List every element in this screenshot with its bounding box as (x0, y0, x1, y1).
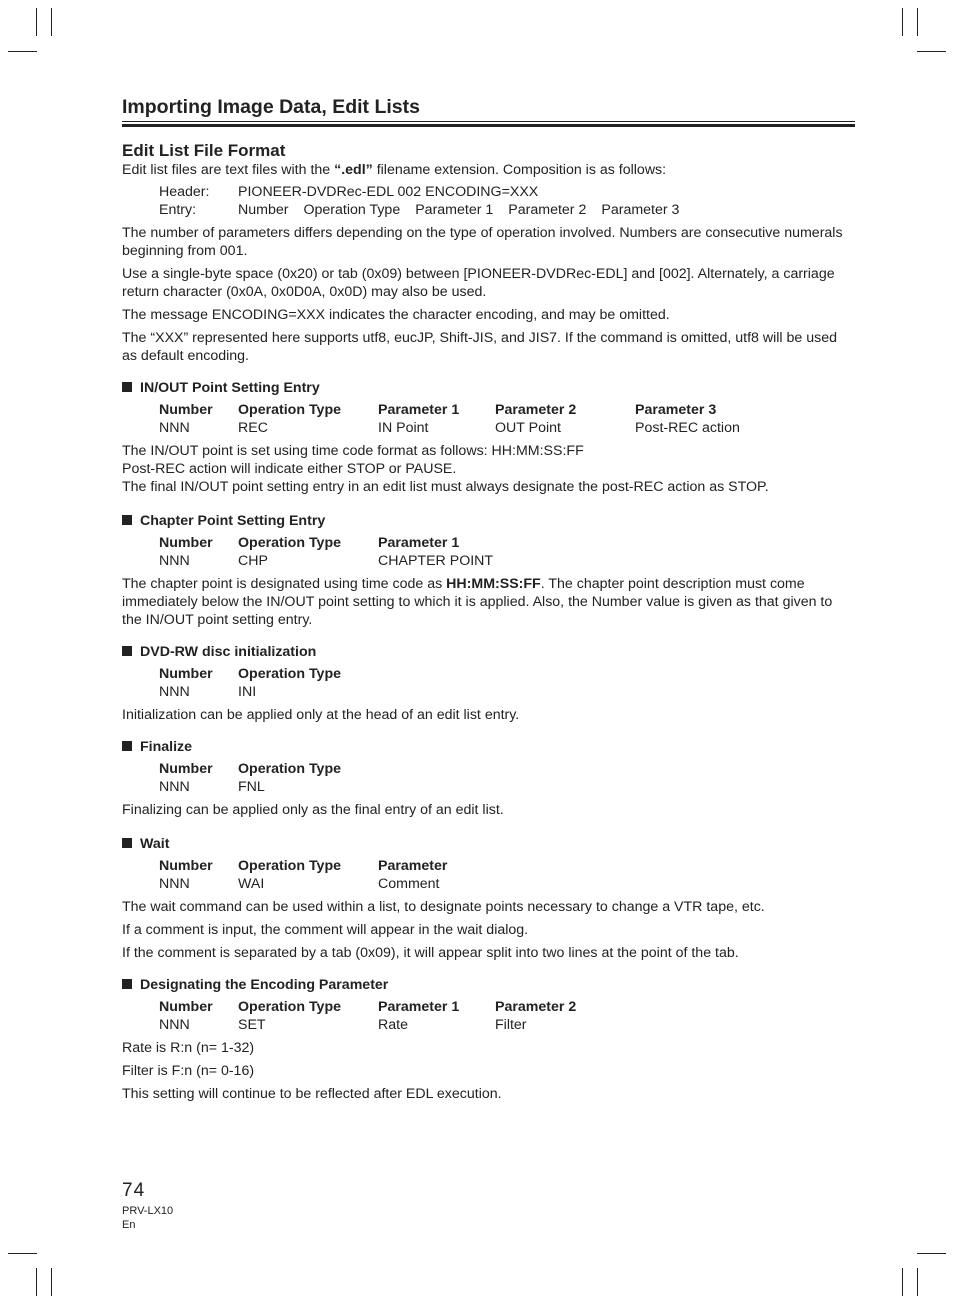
column-header: Parameter 3 (635, 402, 717, 418)
paragraph: Use a single-byte space (0x20) or tab (0x09) between [PIONEER-DVDRec-EDL] and [002]. Alternately, a carriage return character (0x0A, 0x0D0A, 0x0D) may also be used. (122, 266, 835, 300)
column-header: Number (159, 761, 213, 777)
column-header: Parameter 1 (378, 535, 460, 551)
subsection-heading (122, 512, 855, 530)
column-header: Operation Type (238, 402, 342, 418)
paragraph: Filter is F:n (n= 0-16) (122, 1063, 255, 1079)
text-line: The IN/OUT point is set using time code format as follows: HH:MM:SS:FF (122, 443, 584, 459)
square-bullet-icon (122, 382, 132, 392)
crop-mark-top-right-v2 (917, 8, 918, 36)
crop-mark-bottom-left-v1 (36, 1268, 37, 1296)
cell: Post-REC action (635, 420, 740, 436)
column-header: Number (159, 535, 213, 551)
cell: INI (238, 684, 257, 700)
column-header: Operation Type (238, 761, 342, 777)
column-header: Number (159, 858, 213, 874)
crop-mark-bottom-left-h (8, 1253, 37, 1254)
title-rule-thin (122, 121, 855, 122)
encoding-table (159, 998, 855, 1034)
cell: NNN (159, 420, 190, 436)
column-header: Parameter 1 (378, 999, 460, 1015)
crop-mark-top-left-v2 (51, 8, 52, 36)
intro-paragraph (122, 161, 855, 179)
format-spec (159, 183, 855, 219)
column-header: Number (159, 402, 213, 418)
paragraph: This setting will continue to be reflected after EDL execution. (122, 1086, 502, 1102)
entry-field: Number (238, 202, 289, 218)
intro-text-end: filename extension. Composition is as follows: (372, 162, 667, 178)
cell: NNN (159, 553, 190, 569)
subsection-heading (122, 379, 855, 397)
cell: CHAPTER POINT (378, 553, 494, 569)
square-bullet-icon (122, 838, 132, 848)
crop-mark-bottom-right-v2 (917, 1268, 918, 1296)
subsection-title: Wait (140, 836, 170, 852)
column-header: Operation Type (238, 535, 342, 551)
cell: Filter (495, 1017, 527, 1033)
entry-label: Entry: (159, 202, 197, 218)
subsection-heading (122, 643, 855, 661)
subsection-heading (122, 976, 855, 994)
paragraph: If the comment is separated by a tab (0x09), it will appear split into two lines at the point of the tab. (122, 945, 739, 961)
cell: NNN (159, 779, 190, 795)
subsection-title: Finalize (140, 739, 193, 755)
title-rule-thick (122, 124, 855, 127)
entry-field: Parameter 1 (415, 202, 494, 218)
cell: NNN (159, 876, 190, 892)
chapter-table (159, 534, 855, 570)
column-header: Parameter 2 (495, 402, 577, 418)
crop-mark-top-left-v1 (36, 8, 37, 36)
crop-mark-bottom-right-h (917, 1253, 946, 1254)
model-info (122, 1204, 173, 1232)
paragraph: Initialization can be applied only at the head of an edit list entry. (122, 707, 520, 723)
page-number: 74 (122, 1180, 146, 1201)
cell: OUT Point (495, 420, 561, 436)
paragraph: The “XXX” represented here supports utf8, eucJP, Shift-JIS, and JIS7. If the command is omitted, utf8 will be used as default encoding. (122, 330, 837, 364)
wait-table (159, 857, 855, 893)
column-header: Number (159, 666, 213, 682)
text-line: Post-REC action will indicate either STOP or PAUSE. (122, 461, 457, 477)
column-header: Parameter (378, 858, 448, 874)
section-title: Edit List File Format (122, 141, 286, 160)
finalize-table (159, 760, 855, 796)
cell: NNN (159, 684, 190, 700)
subsection-title: DVD-RW disc initialization (140, 644, 317, 660)
square-bullet-icon (122, 646, 132, 656)
paragraph: The message ENCODING=XXX indicates the character encoding, and may be omitted. (122, 307, 670, 323)
cell: SET (238, 1017, 266, 1033)
inout-table (159, 401, 855, 437)
subsection-title: Designating the Encoding Parameter (140, 977, 389, 993)
subsection-heading (122, 835, 855, 853)
paragraph: If a comment is input, the comment will appear in the wait dialog. (122, 922, 529, 938)
crop-mark-top-left-h (8, 51, 37, 52)
cell: WAI (238, 876, 265, 892)
crop-mark-bottom-left-v2 (51, 1268, 52, 1296)
model-name: PRV-LX10 (122, 1205, 174, 1217)
crop-mark-top-right-h (917, 51, 946, 52)
chapter-text-end: . The chapter point description must come immediately below the IN/OUT point setting to which it is applied. Also, the Number value is given as that given to the IN/OUT point setting entry. (122, 576, 833, 628)
timecode-format: HH:MM:SS:FF (446, 576, 541, 592)
square-bullet-icon (122, 979, 132, 989)
chapter-text: The chapter point is designated using time code as (122, 576, 447, 592)
square-bullet-icon (122, 515, 132, 525)
paragraph: Finalizing can be applied only as the final entry of an edit list. (122, 802, 504, 818)
cell: Rate (378, 1017, 408, 1033)
column-header: Parameter 1 (378, 402, 460, 418)
page-content (122, 94, 855, 1108)
header-value: PIONEER-DVDRec-EDL 002 ENCODING=XXX (238, 184, 539, 200)
column-header: Operation Type (238, 858, 342, 874)
intro-text: Edit list files are text files with the (122, 162, 335, 178)
cell: IN Point (378, 420, 429, 436)
entry-field: Parameter 3 (601, 202, 680, 218)
chapter-paragraph (122, 575, 855, 629)
paragraph: The number of parameters differs depending on the type of operation involved. Numbers are consecutive numerals beginning from 001. (122, 225, 843, 259)
cell: REC (238, 420, 268, 436)
square-bullet-icon (122, 741, 132, 751)
cell: FNL (238, 779, 265, 795)
subsection-title: IN/OUT Point Setting Entry (140, 380, 320, 396)
entry-field: Parameter 2 (508, 202, 587, 218)
cell: NNN (159, 1017, 190, 1033)
crop-mark-top-right-v1 (902, 8, 903, 36)
init-table (159, 665, 855, 701)
page-title: Importing Image Data, Edit Lists (122, 96, 420, 118)
entry-field: Operation Type (303, 202, 401, 218)
crop-mark-bottom-right-v1 (902, 1268, 903, 1296)
cell: Comment (378, 876, 440, 892)
paragraph: The wait command can be used within a list, to designate points necessary to change a VTR tape, etc. (122, 899, 765, 915)
intro-extension: “.edl” (334, 162, 373, 178)
subsection-heading (122, 738, 855, 756)
text-line: The final IN/OUT point setting entry in an edit list must always designate the post-REC action as STOP. (122, 479, 769, 495)
paragraph: Rate is R:n (n= 1-32) (122, 1040, 255, 1056)
header-label: Header: (159, 184, 210, 200)
column-header: Operation Type (238, 999, 342, 1015)
subsection-title: Chapter Point Setting Entry (140, 513, 326, 529)
cell: CHP (238, 553, 268, 569)
language-code: En (122, 1219, 136, 1231)
column-header: Number (159, 999, 213, 1015)
column-header: Operation Type (238, 666, 342, 682)
column-header: Parameter 2 (495, 999, 577, 1015)
